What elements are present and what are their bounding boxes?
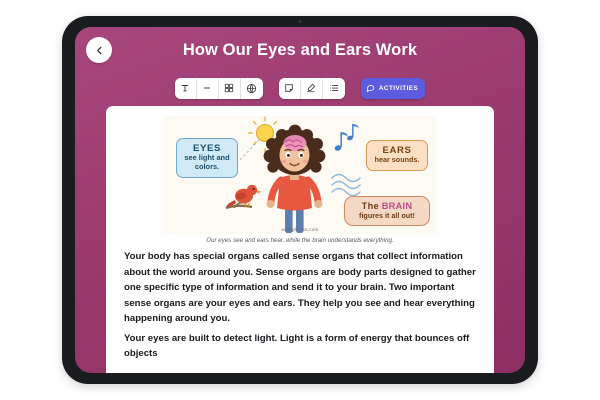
girl-illustration (264, 125, 326, 233)
activities-label: ACTIVITIES (378, 84, 419, 92)
outline-button[interactable] (323, 78, 345, 99)
label-brain-word: BRAIN (381, 200, 413, 211)
label-brain-text: figures it all out! (359, 210, 415, 220)
paragraph: Your eyes are built to detect light. Light is a form of energy that bounces off objects (124, 332, 470, 360)
toolbar (75, 73, 525, 103)
label-eyes (176, 138, 238, 178)
activities-button[interactable] (361, 78, 425, 99)
watermark: workybooks.com (281, 227, 319, 232)
comment-icon (366, 79, 375, 97)
grid-view-button[interactable] (219, 78, 241, 99)
sound-waves-icon (332, 175, 360, 196)
paragraph: Your body has special organs called sense organs that collect information about the world around you. Sense organs are body parts designed to gather one specific type of information and send it to your brain. Two important sense organs are your eyes and ears. They help you see and hear everything happening around you. (124, 251, 476, 325)
lesson-content-sheet[interactable] (106, 106, 494, 373)
label-eyes-text: see light and colors. (184, 153, 230, 172)
tablet-screen (75, 27, 525, 373)
brain-highlight (284, 135, 307, 151)
music-notes-icon (334, 124, 359, 152)
decrease-size-button[interactable] (197, 78, 219, 99)
lesson-body (124, 249, 476, 362)
front-camera-icon (299, 20, 302, 23)
tablet-device-frame (62, 16, 538, 384)
highlight-button[interactable] (301, 78, 323, 99)
toolbar-group-right (279, 78, 345, 99)
label-ears-text: hear sounds. (374, 155, 420, 165)
label-ears (366, 140, 428, 171)
translate-button[interactable] (241, 78, 263, 99)
bird-illustration (226, 185, 262, 208)
label-brain (344, 196, 430, 226)
notes-button[interactable] (279, 78, 301, 99)
label-eyes-title: EYES (193, 143, 221, 154)
label-ears-title: EARS (382, 145, 412, 156)
app-header (75, 27, 525, 71)
text-format-button[interactable] (175, 78, 197, 99)
label-brain-title: The BRAIN (361, 200, 413, 211)
figure-caption: Our eyes see and ears hear, while the brain understands everything. (206, 237, 394, 244)
lesson-illustration (164, 116, 436, 234)
page-title: How Our Eyes and Ears Work (182, 41, 418, 59)
toolbar-group-left (175, 78, 263, 99)
